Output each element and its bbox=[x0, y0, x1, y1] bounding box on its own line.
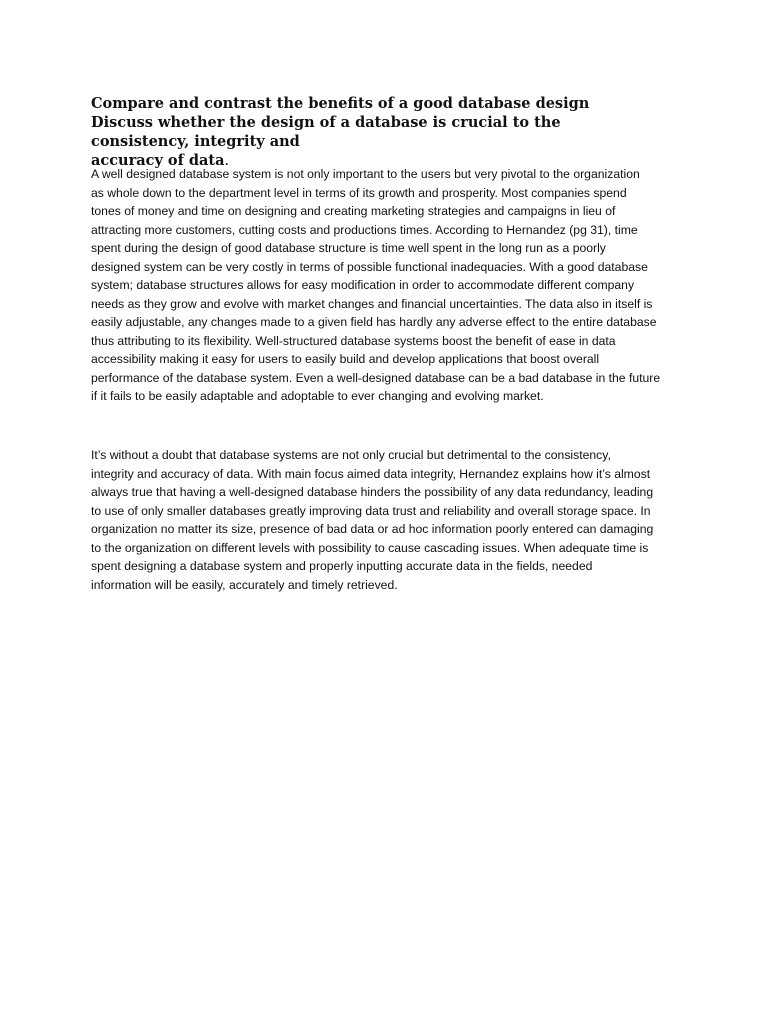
body-paragraph-2: It’s without a doubt that database systems are not only crucial but detrimental to the consistency, integrity and accuracy of data. With main focus aimed data integrity, Hernandez explains how it’s almost always true that having a well-designed database hinders the possibility of any data redundancy, leading to use of only smaller databases greatly improving data trust and reliability and overall storage space. In organization no matter its size, presence of bad data or ad hoc information poorly entered can damaging to the organization on different levels with possibility to cause cascading issues. When adequate time is spent designing a database system and properly inputting accurate data in the fields, needed information will be easily, accurately and timely retrieved. bbox=[91, 448, 654, 592]
body-paragraph-1: A well designed database system is not only important to the users but very pivotal to the organization as whole down to the department level in terms of its growth and prosperity. Most companies spend tones of money and time on designing and creating marketing strategies and campaigns in lieu of attracting more customers, cutting costs and productions times. According to Hernandez (pg 31), time spent during the design of good database structure is time well spent in the long run as a poorly designed system can be very costly in terms of possible functional inadequacies. With a good database system; database structures allows for easy modification in order to accommodate different company needs as they grow and evolve with market changes and financial uncertainties. The data also in itself is easily adjustable, any changes made to a given field has hardly any adverse effect to the entire database thus attributing to its flexibility. Well-structured database systems boost the benefit of ease in data accessibility making it easy for users to easily build and develop applications that boost overall performance of the database system. Even a well-designed database can be a bad database in the future if it fails to be easily adaptable and adoptable to ever changing and evolving market. bbox=[91, 167, 661, 403]
document-subtitle bbox=[91, 113, 651, 171]
document-subtitle-period: . bbox=[224, 153, 230, 169]
document-subtitle-text: Discuss whether the design of a database is crucial to the consistency, integrity and accuracy of data bbox=[91, 114, 561, 169]
document-title: Compare and contrast the benefits of a good database design bbox=[91, 95, 590, 112]
